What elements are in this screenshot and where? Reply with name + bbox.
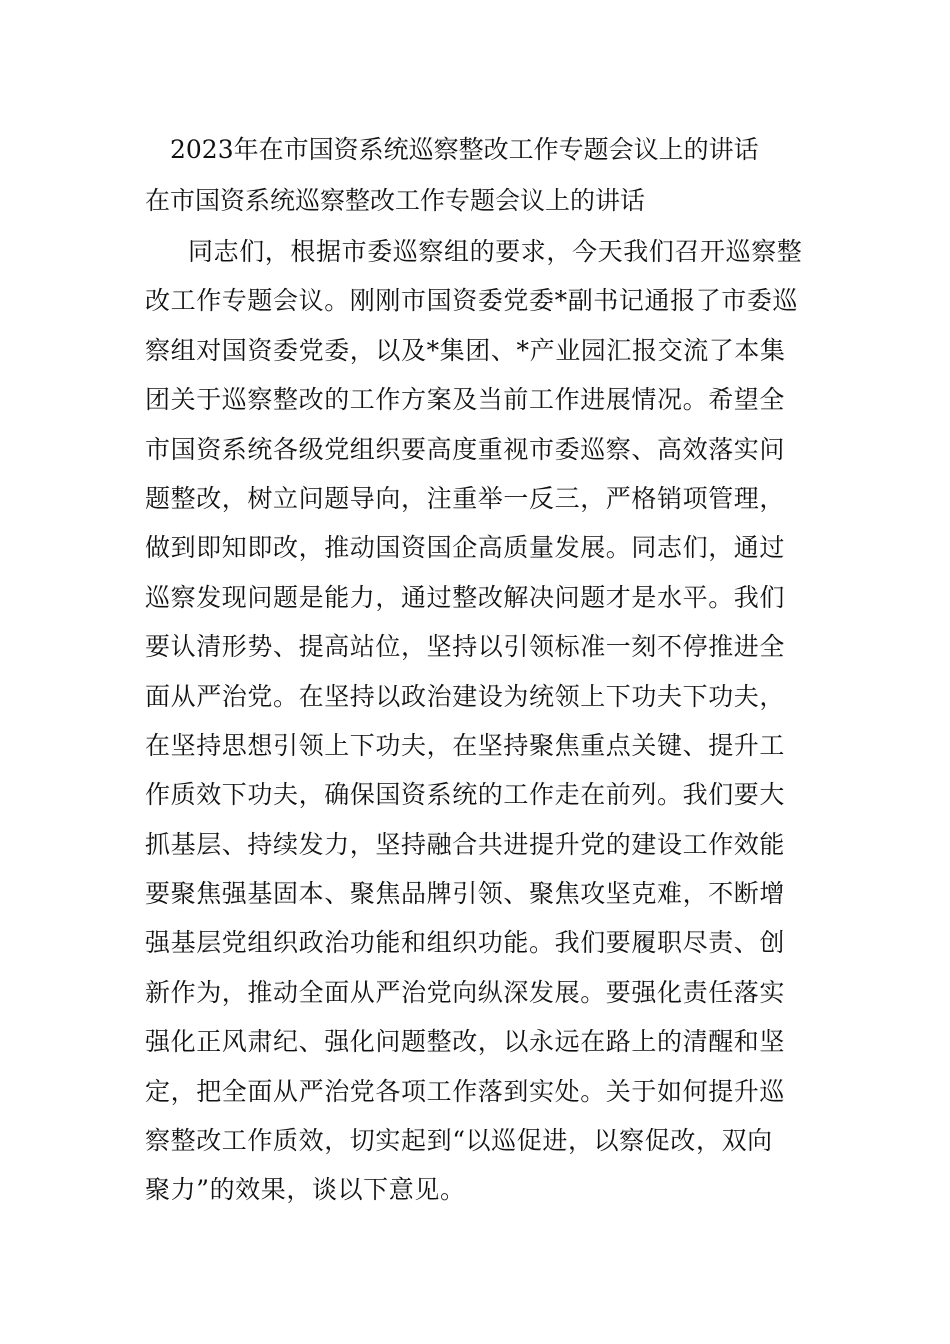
body-line: 要聚焦强基固本、聚焦品牌引领、聚焦攻坚克难，不断增 bbox=[145, 879, 786, 909]
body-line: 聚力”的效果，谈以下意见。 bbox=[145, 1175, 466, 1205]
body-line: 察组对国资委党委，以及*集团、*产业园汇报交流了本集 bbox=[145, 335, 786, 365]
body-line: 要认清形势、提高站位，坚持以引领标准一刻不停推进全 bbox=[145, 632, 786, 662]
body-line: 团关于巡察整改的工作方案及当前工作进展情况。希望全 bbox=[145, 385, 786, 415]
body-line: 察整改工作质效，切实起到“以巡促进，以察促改，双向 bbox=[145, 1126, 773, 1156]
body-line: 做到即知即改，推动国资国企高质量发展。同志们，通过 bbox=[145, 533, 786, 563]
body-line: 抓基层、持续发力，坚持融合共进提升党的建设工作效能 bbox=[145, 829, 786, 859]
document-subtitle: 在市国资系统巡察整改工作专题会议上的讲话 bbox=[145, 186, 646, 215]
body-line: 定，把全面从严治党各项工作落到实处。关于如何提升巡 bbox=[145, 1076, 786, 1106]
body-line: 市国资系统各级党组织要高度重视市委巡察、高效落实问 bbox=[145, 434, 786, 464]
body-line: 新作为，推动全面从严治党向纵深发展。要强化责任落实 bbox=[145, 977, 786, 1007]
body-line: 在坚持思想引领上下功夫，在坚持聚焦重点关键、提升工 bbox=[145, 730, 786, 760]
body-line: 改工作专题会议。刚刚市国资委党委*副书记通报了市委巡 bbox=[145, 286, 799, 316]
body-line: 强基层党组织政治功能和组织功能。我们要履职尽责、创 bbox=[145, 928, 786, 958]
body-line: 题整改，树立问题导向，注重举一反三，严格销项管理， bbox=[145, 483, 786, 513]
body-line: 同志们，根据市委巡察组的要求，今天我们召开巡察整 bbox=[188, 237, 803, 266]
body-line: 强化正风肃纪、强化问题整改，以永远在路上的清醒和坚 bbox=[145, 1027, 786, 1057]
body-line: 面从严治党。在坚持以政治建设为统领上下功夫下功夫， bbox=[145, 681, 786, 711]
document-body bbox=[145, 232, 807, 1220]
body-line: 作质效下功夫，确保国资系统的工作走在前列。我们要大 bbox=[145, 780, 786, 810]
document-title: 2023年在市国资系统巡察整改工作专题会议上的讲话 bbox=[170, 135, 759, 164]
body-line: 巡察发现问题是能力，通过整改解决问题才是水平。我们 bbox=[145, 582, 786, 612]
